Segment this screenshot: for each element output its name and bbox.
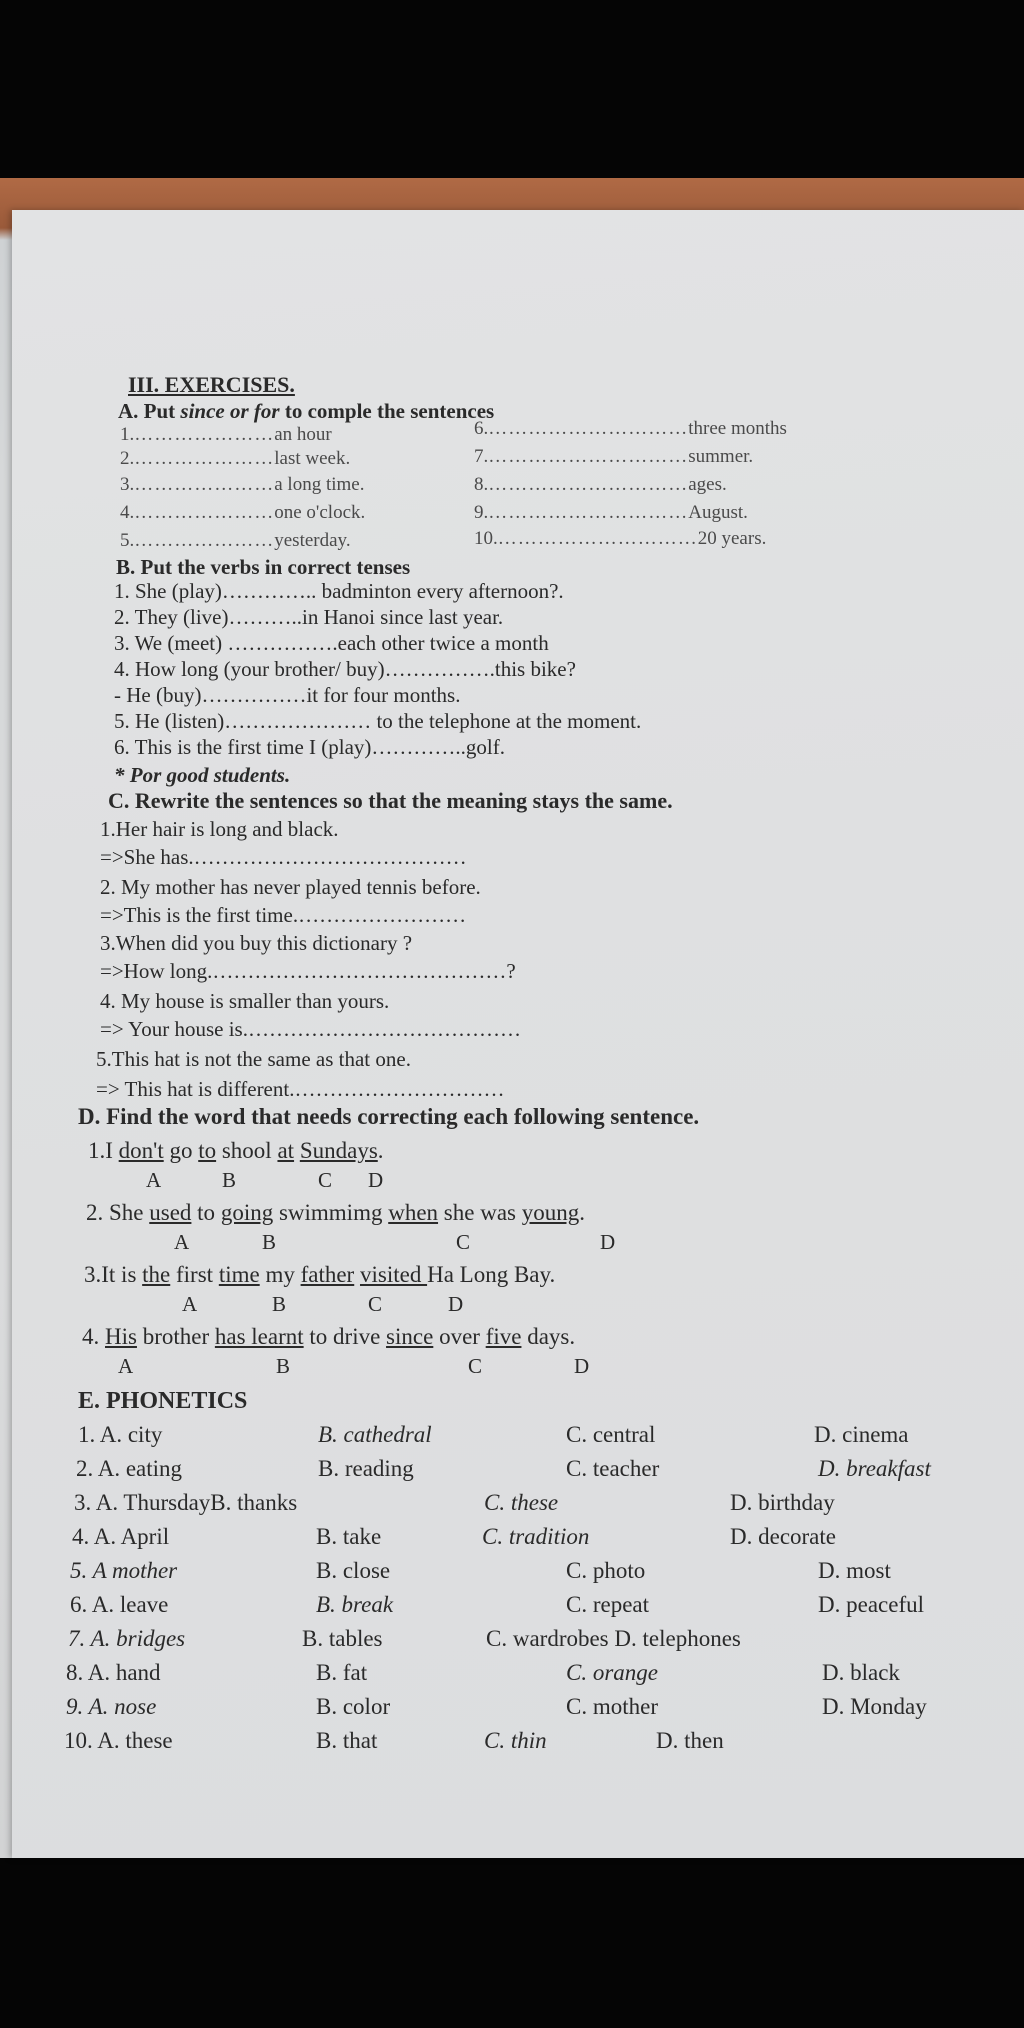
- list-item: 1.Her hair is long and black.: [100, 817, 339, 841]
- phonetics-option: 1. A. city: [78, 1422, 163, 1447]
- phonetics-option: 6. A. leave: [70, 1592, 169, 1617]
- question-3: 3.It is the first time my father visited Ha Long Bay.: [84, 1262, 556, 1287]
- answer-line: =>She has.…………………………………: [100, 845, 467, 869]
- list-item: 9.…………………………August.: [474, 502, 748, 523]
- list-item: 3.When did you buy this dictionary ?: [100, 931, 413, 955]
- list-item: 2.…………………last week.: [120, 448, 351, 469]
- phonetics-option: 9. A. nose: [66, 1694, 157, 1719]
- phonetics-option: D. decorate: [730, 1524, 836, 1549]
- phonetics-option: D. then: [656, 1728, 724, 1753]
- phonetics-option: D. peaceful: [818, 1592, 924, 1617]
- list-item: 2. They (live)………..in Hanoi since last year.: [114, 605, 504, 629]
- phonetics-option: D. cinema: [814, 1422, 909, 1447]
- question-2: 2. She used to going swimmimg when she was young.: [86, 1200, 585, 1225]
- section-a-heading: [118, 398, 494, 424]
- phonetics-option: C. these: [484, 1490, 559, 1515]
- list-item: 1.…………………an hour: [120, 424, 332, 445]
- phonetics-option: B. color: [316, 1694, 391, 1719]
- page-title: III. EXERCISES.: [128, 372, 295, 397]
- section-b-heading: B. Put the verbs in correct tenses: [116, 555, 411, 579]
- answer-line: => Your house is.…………………………………: [100, 1017, 521, 1041]
- option-letter: D: [600, 1230, 616, 1254]
- list-item: 7.…………………………summer.: [474, 446, 754, 467]
- phonetics-option: 8. A. hand: [66, 1660, 161, 1685]
- phonetics-option: D. birthday: [730, 1490, 835, 1515]
- heading-text: A. Put: [118, 399, 181, 423]
- section-e-heading: E. PHONETICS: [78, 1388, 248, 1414]
- list-item: 10.…………………………20 years.: [474, 528, 767, 549]
- option-letter: B: [272, 1292, 287, 1316]
- list-item: 5.…………………yesterday.: [120, 530, 351, 551]
- list-item: 5. He (listen)………………… to the telephone at the moment.: [114, 709, 642, 733]
- section-c-heading: C. Rewrite the sentences so that the meaning stays the same.: [108, 788, 673, 813]
- list-item: 3.…………………a long time.: [120, 474, 365, 495]
- option-letter: D: [448, 1292, 464, 1316]
- phonetics-option: C. wardrobes D. telephones: [486, 1626, 741, 1651]
- list-item: 4.…………………one o'clock.: [120, 502, 366, 523]
- answer-line: =>This is the first time.……………………: [100, 903, 467, 927]
- note-text: * Por good students.: [114, 763, 291, 787]
- heading-emphasis: since or for: [180, 399, 280, 423]
- list-item: 5.This hat is not the same as that one.: [96, 1047, 411, 1071]
- phonetics-option: 7. A. bridges: [68, 1626, 186, 1651]
- phonetics-option: B. break: [316, 1592, 394, 1617]
- phonetics-option: B. fat: [316, 1660, 368, 1685]
- option-letter: B: [276, 1354, 291, 1378]
- phonetics-option: D. black: [822, 1660, 900, 1685]
- phonetics-option: 4. A. April: [72, 1524, 170, 1549]
- phonetics-option: B. take: [316, 1524, 382, 1549]
- option-letter: C: [318, 1168, 333, 1192]
- phonetics-option: C. photo: [566, 1558, 646, 1583]
- phonetics-option: 5. A mother: [70, 1558, 178, 1583]
- phonetics-option: B. cathedral: [318, 1422, 432, 1447]
- heading-text: to comple the sentences: [279, 399, 495, 423]
- option-letter: A: [182, 1292, 198, 1316]
- answer-line: => This hat is different.…………………………: [96, 1077, 505, 1101]
- option-letter: D: [368, 1168, 384, 1192]
- list-item: - He (buy)……………it for four months.: [114, 683, 461, 707]
- list-item: 4. How long (your brother/ buy)…………….this bike?: [114, 657, 576, 681]
- list-item: 3. We (meet) …………….each other twice a month: [114, 631, 549, 655]
- list-item: 1. She (play)………….. badminton every afternoon?.: [114, 579, 564, 603]
- phonetics-option: C. repeat: [566, 1592, 650, 1617]
- phonetics-option: C. orange: [566, 1660, 658, 1685]
- option-letter: C: [368, 1292, 383, 1316]
- phonetics-option: D. Monday: [822, 1694, 927, 1719]
- option-letter: C: [456, 1230, 471, 1254]
- phonetics-option: C. mother: [566, 1694, 658, 1719]
- section-d-heading: D. Find the word that needs correcting each following sentence.: [78, 1104, 700, 1129]
- list-item: 6. This is the first time I (play)…………..golf.: [114, 735, 505, 759]
- question-4: 4. His brother has learnt to drive since over five days.: [82, 1324, 576, 1349]
- phonetics-option: 10. A. these: [64, 1728, 173, 1753]
- phonetics-option: C. thin: [484, 1728, 547, 1753]
- answer-line: =>How long.……………………………………?: [100, 959, 516, 983]
- phonetics-option: D. most: [818, 1558, 891, 1583]
- phonetics-option: C. tradition: [482, 1524, 590, 1549]
- phonetics-option: 2. A. eating: [76, 1456, 183, 1481]
- option-letter: D: [574, 1354, 590, 1378]
- option-letter: A: [146, 1168, 162, 1192]
- phonetics-option: B. tables: [302, 1626, 383, 1651]
- list-item: 8.…………………………ages.: [474, 474, 727, 495]
- option-letter: A: [174, 1230, 190, 1254]
- phonetics-option: C. teacher: [566, 1456, 660, 1481]
- phonetics-option: D. breakfast: [818, 1456, 931, 1481]
- phonetics-option: 3. A. ThursdayB. thanks: [74, 1490, 298, 1515]
- question-1: 1.I don't go to shool at Sundays.: [88, 1138, 384, 1163]
- list-item: 2. My mother has never played tennis before.: [100, 875, 481, 899]
- option-letter: B: [262, 1230, 277, 1254]
- phonetics-option: B. close: [316, 1558, 391, 1583]
- phonetics-option: C. central: [566, 1422, 656, 1447]
- list-item: 4. My house is smaller than yours.: [100, 989, 390, 1013]
- list-item: 6.…………………………three months: [474, 418, 787, 439]
- option-letter: C: [468, 1354, 483, 1378]
- phonetics-option: B. that: [316, 1728, 378, 1753]
- phonetics-option: B. reading: [318, 1456, 414, 1481]
- option-letter: B: [222, 1168, 237, 1192]
- option-letter: A: [118, 1354, 134, 1378]
